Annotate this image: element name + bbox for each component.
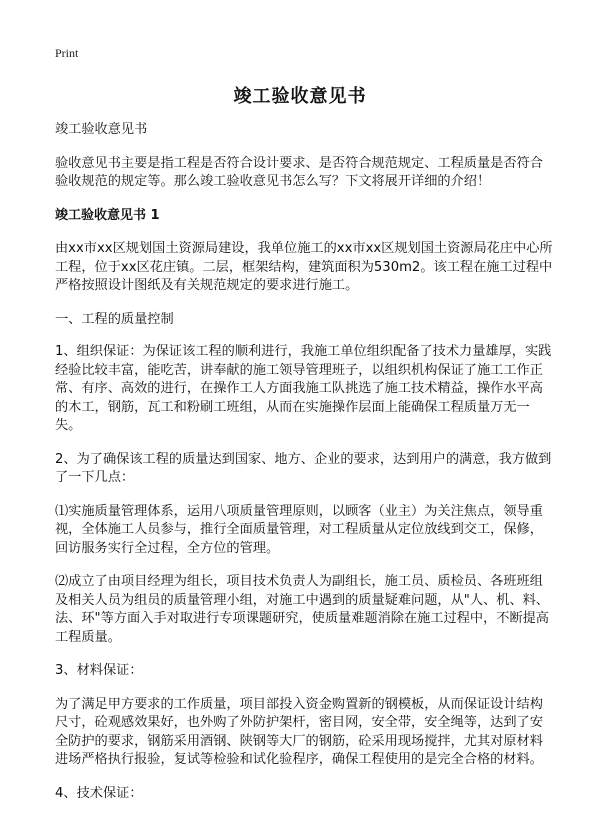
material-guarantee-heading: 3、材料保证： bbox=[55, 663, 143, 678]
document-subheading: 竣工验收意见书 bbox=[55, 122, 148, 137]
organization-guarantee-paragraph: 1、组织保证：为保证该工程的顺利进行，我施工单位组织配备了技术力量雄厚，实践经验比较丰富，能吃苦，讲奉献的施工领导管理班子，以组织机构保证了施工工作正常、有序、高效的进行，在操作工人方面我施工队挑选了施工技术精益，操作水平高的木工，钢筋，瓦工和粉刷工班组，从而在实施操作层面上能确保工程质量万无一失。 bbox=[55, 344, 552, 433]
material-guarantee-paragraph: 为了满足甲方要求的工作质量，项目部投入资金购置新的钢模板，从而保证设计结构尺寸，砼观感效果好，也外购了外防护架杆，密目网，安全带，安全绳等，达到了安全防护的要求，钢筋采用酒钢、陕钢等大厂的钢筋，砼采用现场搅拌，尤其对原材料进场严格执行报验，复试等检验和试化验程序，确保工程使用的是完全合格的材料。 bbox=[55, 696, 543, 767]
print-label: Print bbox=[55, 46, 79, 60]
quality-system-paragraph: ⑴实施质量管理体系，运用八项质量管理原则，以顾客（业主）为关注焦点，领导重视，全体施工人员参与，推行全面质量管理，对工程质量从定位放线到交工，保修，回访服务实行全过程，全方位的管理。 bbox=[55, 503, 543, 556]
quality-control-heading: 一、工程的质量控制 bbox=[55, 311, 174, 327]
intro-paragraph: 验收意见书主要是指工程是否符合设计要求、是否符合规范规定、工程质量是否符合验收规范的规定等。那么竣工验收意见书怎么写？下文将展开详细的介绍！ bbox=[55, 155, 543, 189]
section-title: 竣工验收意见书 1 bbox=[55, 207, 160, 223]
technical-guarantee-heading: 4、技术保证： bbox=[55, 785, 143, 801]
quality-requirements-paragraph: 2、为了确保该工程的质量达到国家、地方、企业的要求，达到用户的满意，我方做到了一下几点： bbox=[55, 451, 552, 485]
project-description-paragraph: 由xx市xx区规划国土资源局建设，我单位施工的xx市xx区规划国土资源局花庄中心所工程，位于xx区花庄镇。二层，框架结构，建筑面积为530m2。该工程在施工过程中严格按照设计图纸及有关规范规定的要求进行施工。 bbox=[55, 241, 553, 293]
quality-group-paragraph: ⑵成立了由项目经理为组长，项目技术负责人为副组长，施工员、质检员、各班班组及相关人员为组员的质量管理小组，对施工中遇到的质量疑难问题，从"人、机、料、法、环"等方面入手对取进行专项课题研究，使质量难题消除在施工过程中，不断提高工程质量。 bbox=[55, 574, 549, 645]
document-body bbox=[55, 121, 555, 818]
page-title: 竣工验收意见书 bbox=[233, 86, 367, 107]
